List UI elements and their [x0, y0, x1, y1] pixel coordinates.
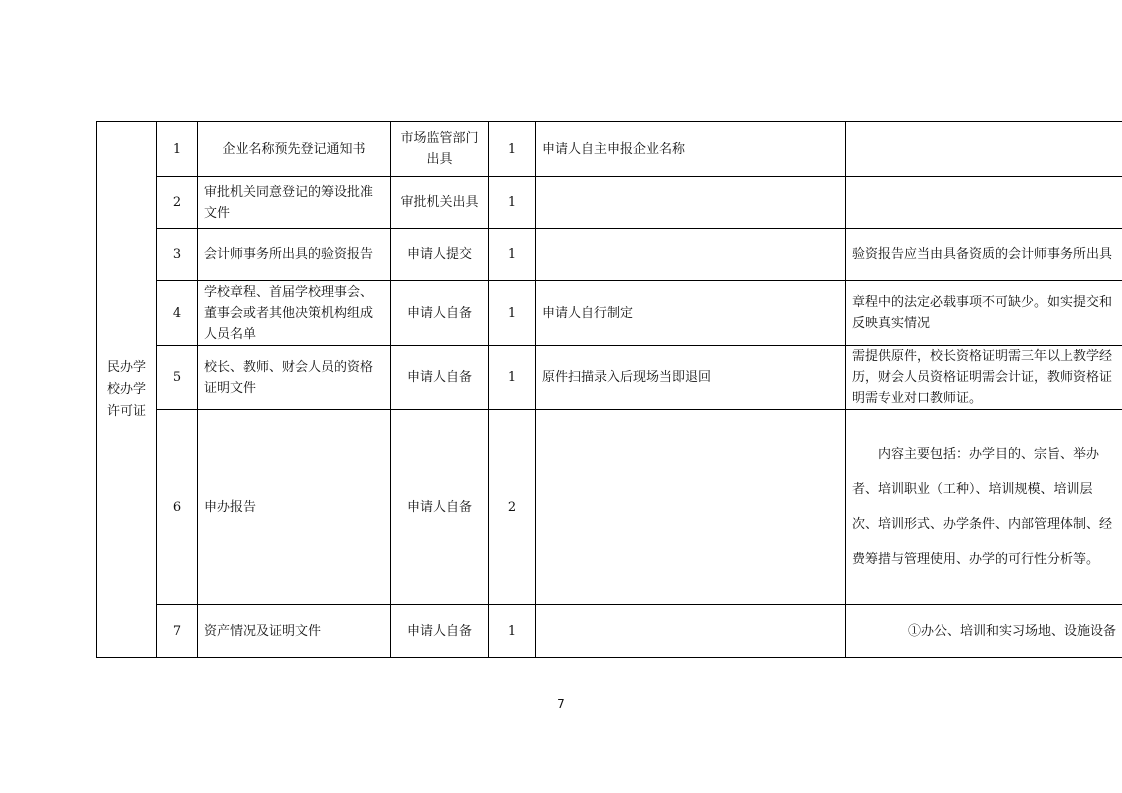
copy-count: 2 — [489, 410, 536, 605]
row-number: 4 — [157, 281, 198, 346]
copy-count: 1 — [489, 122, 536, 177]
material-description — [536, 229, 846, 281]
table-row — [97, 410, 1122, 605]
table-row — [97, 229, 1122, 281]
material-name: 校长、教师、财会人员的资格证明文件 — [198, 346, 391, 410]
copy-count: 1 — [489, 346, 536, 410]
material-source: 审批机关出具 — [391, 177, 489, 229]
material-description — [536, 605, 846, 658]
material-description: 申请人自主申报企业名称 — [536, 122, 846, 177]
table-row — [97, 346, 1122, 410]
table-row — [97, 281, 1122, 346]
category-cell: 民办学校办学许可证 — [97, 122, 157, 658]
row-number: 5 — [157, 346, 198, 410]
material-name: 会计师事务所出具的验资报告 — [198, 229, 391, 281]
copy-count: 1 — [489, 229, 536, 281]
material-remark: 内容主要包括：办学目的、宗旨、举办者、培训职业（工种）、培训规模、培训层次、培训形式、办学条件、内部管理体制、经费筹措与管理使用、办学的可行性分析等。 — [846, 410, 1122, 605]
material-remark: 章程中的法定必载事项不可缺少。如实提交和反映真实情况 — [846, 281, 1122, 346]
copy-count: 1 — [489, 177, 536, 229]
table-row — [97, 605, 1122, 658]
material-remark — [846, 177, 1122, 229]
table-row — [97, 122, 1122, 177]
material-source: 申请人自备 — [391, 281, 489, 346]
copy-count: 1 — [489, 605, 536, 658]
row-number: 2 — [157, 177, 198, 229]
row-number: 6 — [157, 410, 198, 605]
material-remark: 验资报告应当由具备资质的会计师事务所出具 — [846, 229, 1122, 281]
material-name: 资产情况及证明文件 — [198, 605, 391, 658]
material-remark: ①办公、培训和实习场地、设施设备 — [846, 605, 1122, 658]
row-number: 7 — [157, 605, 198, 658]
material-description — [536, 410, 846, 605]
requirements-table — [96, 121, 1122, 658]
material-name: 申办报告 — [198, 410, 391, 605]
material-source: 申请人自备 — [391, 605, 489, 658]
material-remark — [846, 122, 1122, 177]
copy-count: 1 — [489, 281, 536, 346]
row-number: 3 — [157, 229, 198, 281]
page-number: 7 — [557, 697, 565, 711]
material-description — [536, 177, 846, 229]
material-name: 审批机关同意登记的筹设批准文件 — [198, 177, 391, 229]
material-name: 学校章程、首届学校理事会、董事会或者其他决策机构组成人员名单 — [198, 281, 391, 346]
material-source: 申请人自备 — [391, 410, 489, 605]
row-number: 1 — [157, 122, 198, 177]
material-source: 申请人自备 — [391, 346, 489, 410]
material-remark: 需提供原件，校长资格证明需三年以上教学经历，财会人员资格证明需会计证，教师资格证明需专业对口教师证。 — [846, 346, 1122, 410]
material-source: 市场监管部门出具 — [391, 122, 489, 177]
material-name: 企业名称预先登记通知书 — [198, 122, 391, 177]
material-source: 申请人提交 — [391, 229, 489, 281]
material-description: 申请人自行制定 — [536, 281, 846, 346]
table-row — [97, 177, 1122, 229]
material-description: 原件扫描录入后现场当即退回 — [536, 346, 846, 410]
